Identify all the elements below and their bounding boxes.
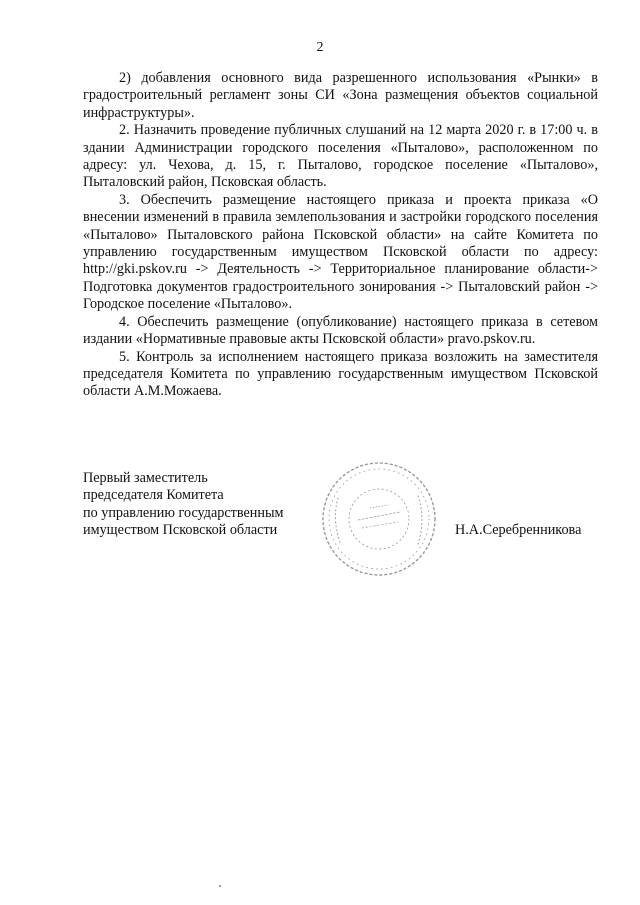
page-number: 2 [316,40,324,55]
position-line: имуществом Псковской области [83,522,278,539]
position-line: по управлению государственным [83,504,284,521]
document-body [83,70,598,401]
paragraph-public-hearings: 2. Назначить проведение публичных слушаний на 12 марта 2020 г. в 17:00 ч. в здании Администрации городского поселения «Пыталово», расположенном по адресу: ул. Чехова, д. 15, г. Пыталово, городское поселение «Пыталово», Пыталовский район, Псковская область. [83,122,598,191]
paragraph-control: 5. Контроль за исполнением настоящего приказа возложить на заместителя председателя Комитета по управлению государственным имуществом Псковской области А.М.Можаева. [83,348,598,400]
position-line: председателя Комитета [83,487,224,504]
signatory-name: Н.А.Серебренникова [455,522,582,538]
scan-speck [219,885,221,887]
signatory-position [83,470,283,540]
official-seal-stamp [318,458,440,580]
paragraph-publication-website: 3. Обеспечить размещение настоящего приказа и проекта приказа «О внесении изменений в правила землепользования и застройки городского поселения «Пыталово» Пыталовского района Псковской области» на сайте Комитета по управлению государственным имуществом Псковской области по адресу: http://gki.pskov.ru -> Деятельность -> Территориальное планирование области-> Подготовка документов градостроительного зонирования -> Пыталовский район -> Городское поселение «Пыталово». [83,191,598,313]
position-line: Первый заместитель [83,470,208,486]
paragraph-item-2-subpoint: 2) добавления основного вида разрешенного использования «Рынки» в градостроительный регламент зоны СИ «Зона размещения объектов социальной инфраструктуры». [83,70,598,121]
paragraph-publication-network: 4. Обеспечить размещение (опубликование) настоящего приказа в сетевом издании «Нормативные правовые акты Псковской области» pravo.pskov.ru. [83,313,598,348]
